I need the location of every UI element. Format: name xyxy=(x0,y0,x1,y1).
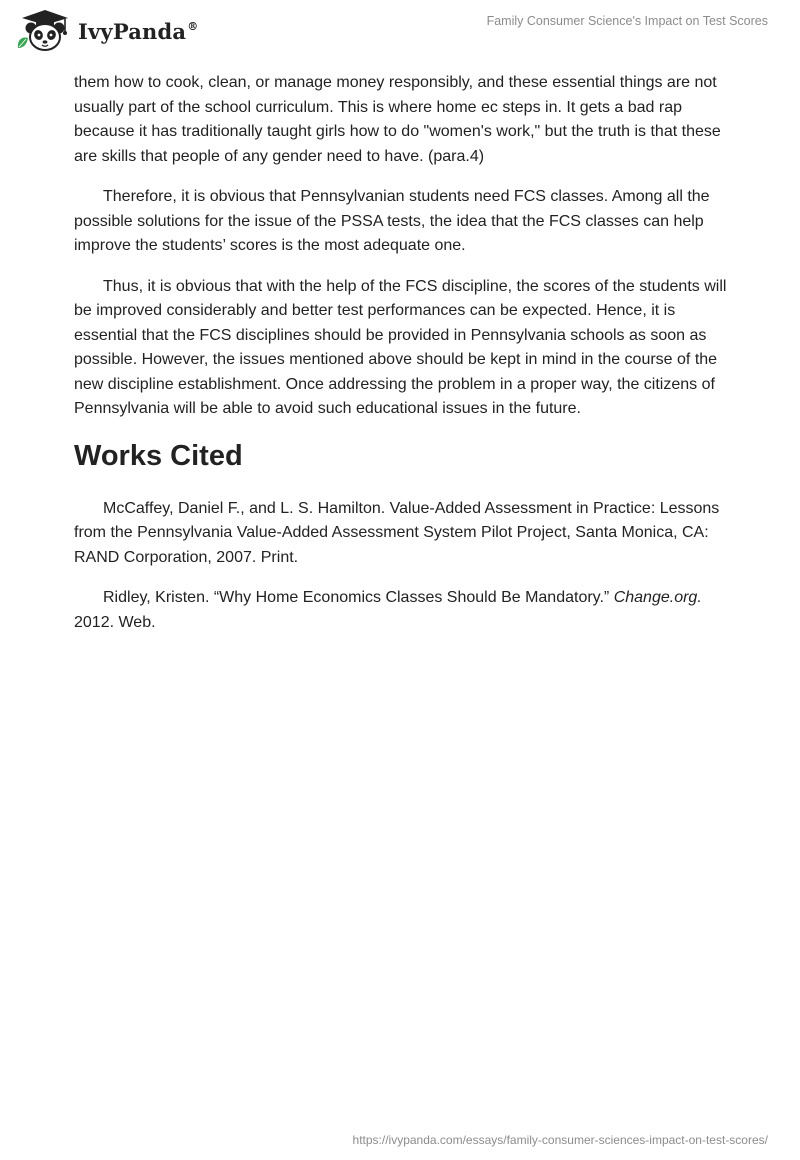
source-url[interactable]: https://ivypanda.com/essays/family-consumer-sciences-impact-on-test-scores/ xyxy=(352,1133,768,1147)
essay-content xyxy=(74,71,734,651)
citation-entry-2-source: Change.org. xyxy=(613,589,702,606)
works-cited-heading: Works Cited xyxy=(74,439,243,472)
citation-entry-2-tail: 2012. Web. xyxy=(74,613,156,631)
panda-graduate-icon xyxy=(14,8,76,52)
page-header xyxy=(0,0,800,60)
citation-entry-2-text: Ridley, Kristen. “Why Home Economics Classes Should Be Mandatory.” xyxy=(103,589,614,606)
citation-entry-1: McCaffey, Daniel F., and L. S. Hamilton. Value-Added Assessment in Practice: Lessons from the Pennsylvania Value-Added Assessment System Pilot Project, Santa Monica, CA: RAND Corporation, 2007. Print. xyxy=(74,499,720,566)
citation-entry-2 xyxy=(74,586,734,635)
registered-mark: ® xyxy=(187,19,199,33)
ivypanda-logo[interactable] xyxy=(14,8,198,52)
body-paragraph-1: them how to cook, clean, or manage money responsibly, and these essential things are not usually part of the school curriculum. This is where home ec steps in. It gets a bad rap because it has traditionally taught girls how to do "women's work," but the truth is that these are skills that people of any gender need to have. (para.4) xyxy=(74,74,721,165)
document-title: Family Consumer Science's Impact on Test Scores xyxy=(486,14,768,28)
body-paragraph-2: Therefore, it is obvious that Pennsylvanian students need FCS classes. Among all the possible solutions for the issue of the PSSA tests, the idea that the FCS classes can help improve the students’ scores is the most adequate one. xyxy=(74,188,710,254)
brand-name: IvyPanda® xyxy=(78,18,199,44)
body-paragraph-3: Thus, it is obvious that with the help of the FCS discipline, the scores of the students will be improved considerably and better test performances can be expected. Hence, it is essential that the FCS disciplines should be provided in Pennsylvania schools as soon as possible. However, the issues mentioned above should be kept in mind in the course of the new discipline establishment. Once addressing the problem in a proper way, the citizens of Pennsylvania will be able to avoid such educational issues in the future. xyxy=(74,277,727,417)
